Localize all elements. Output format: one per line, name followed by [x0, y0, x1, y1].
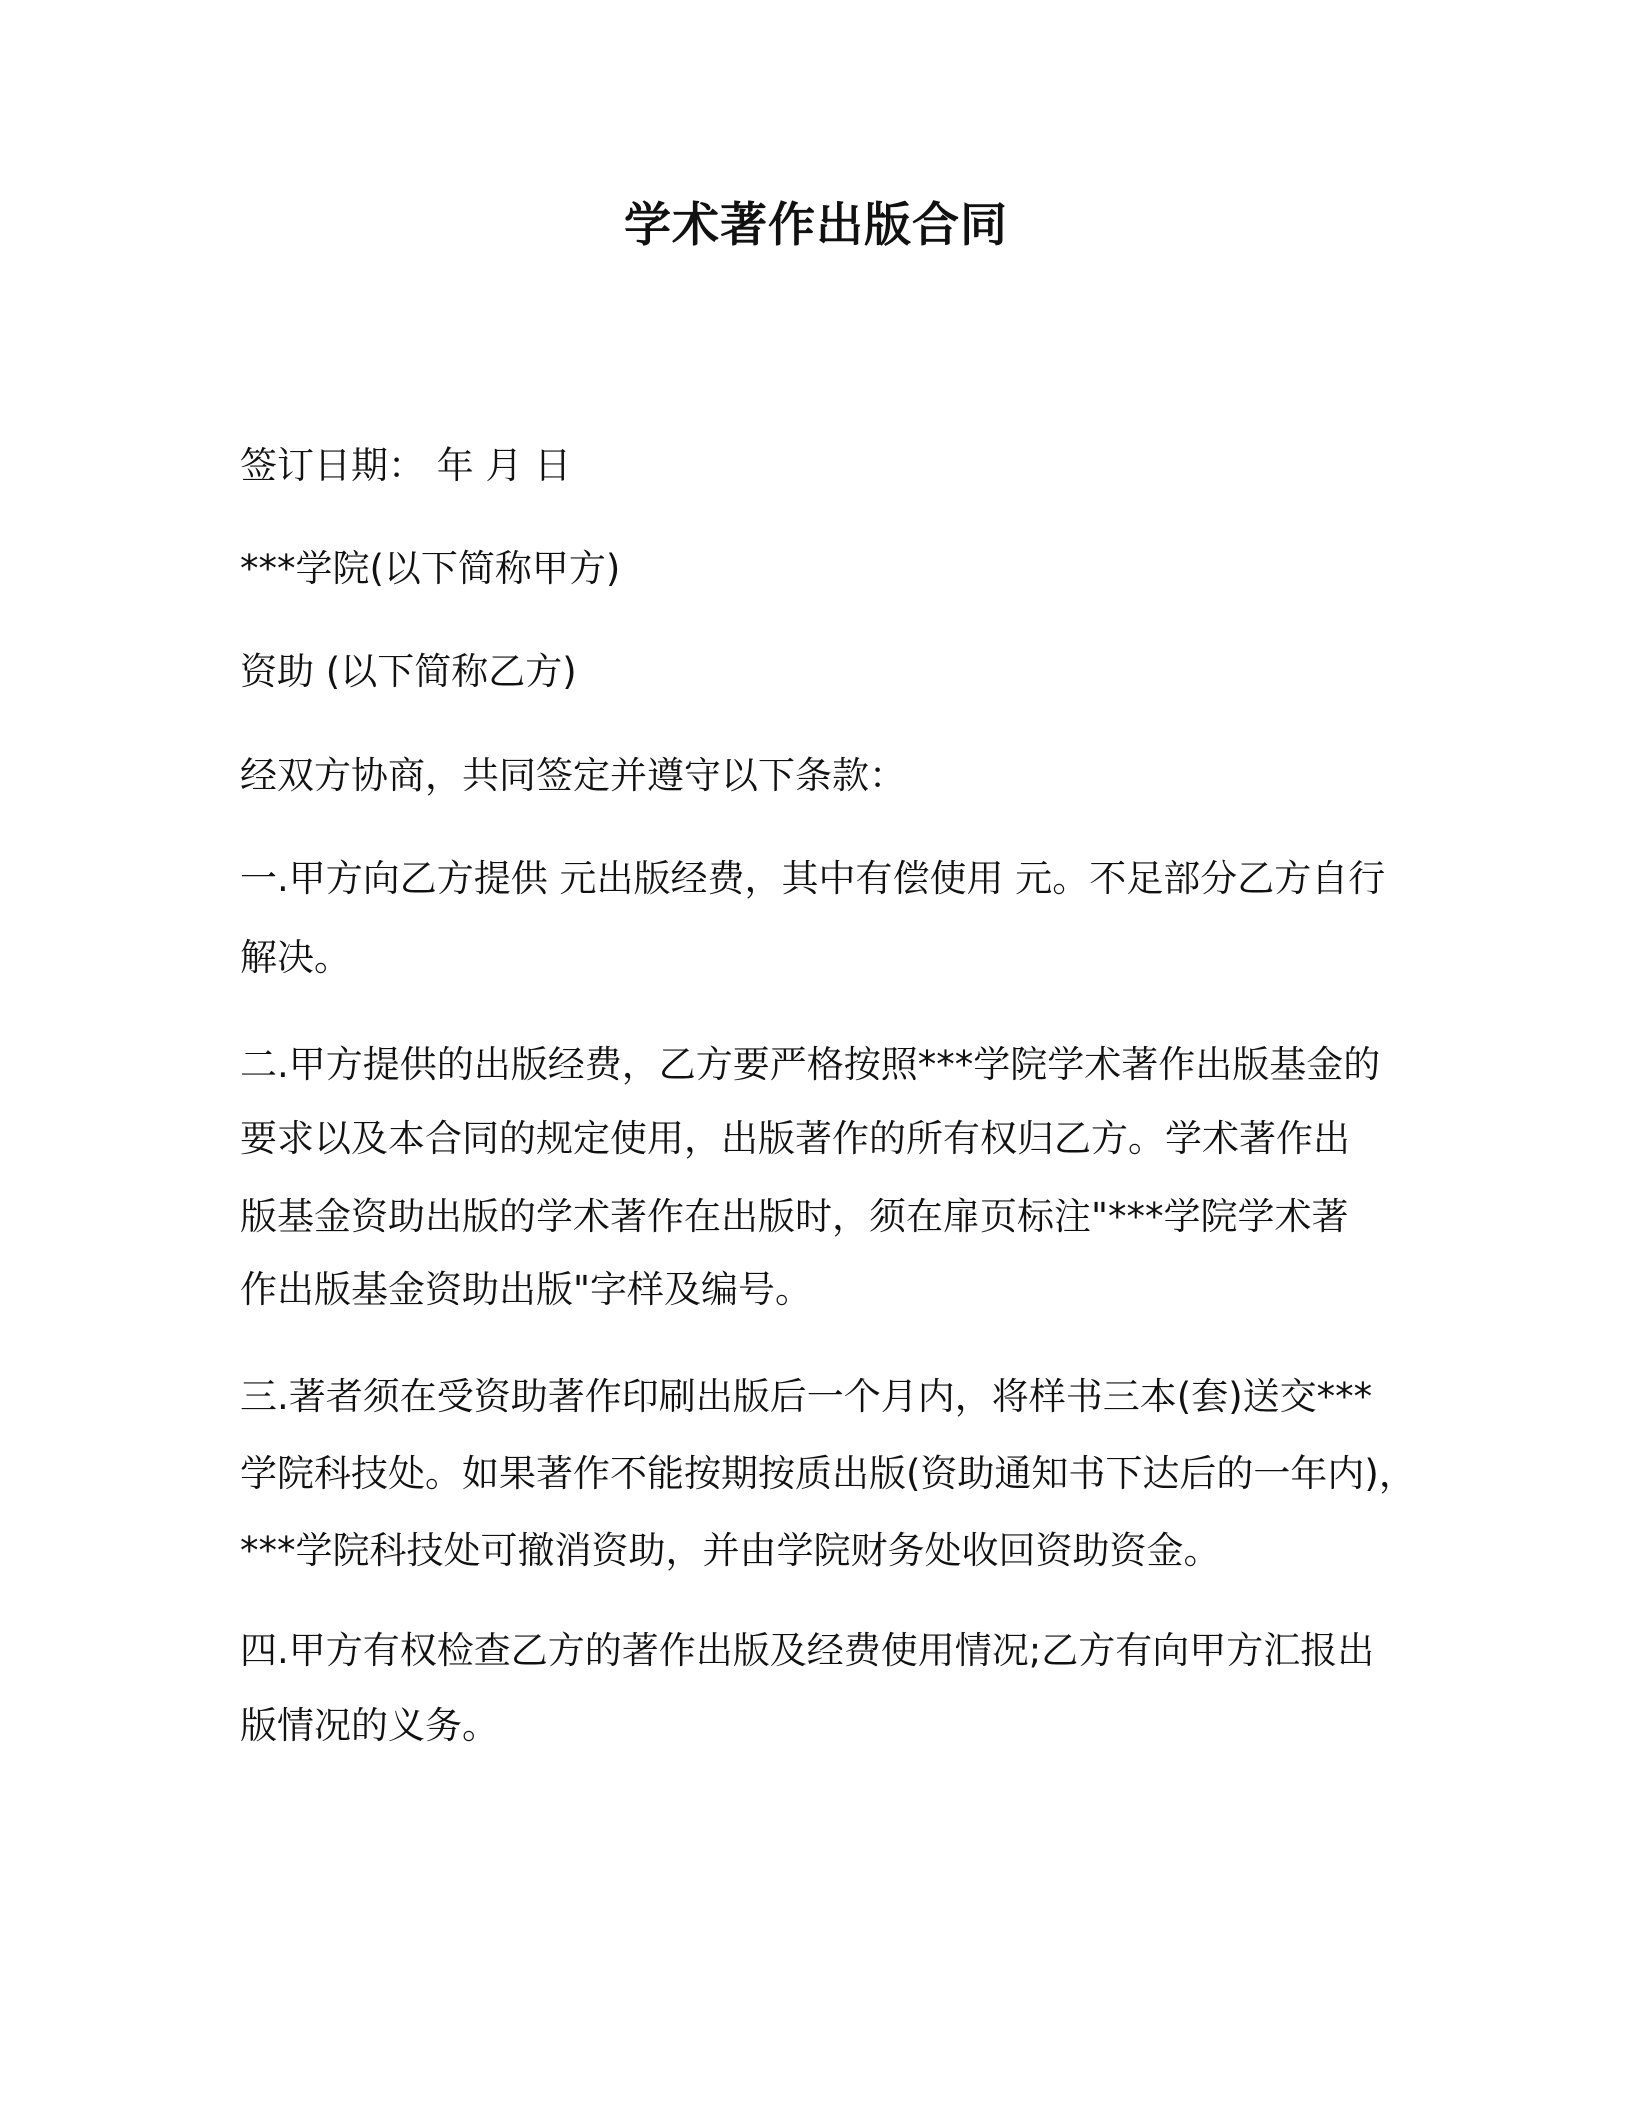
intro-line: 经双方协商，共同签定并遵守以下条款：	[240, 754, 906, 797]
clause-3-line-1: 三.著者须在受资助著作印刷出版后一个月内，将样书三本(套)送交***	[240, 1375, 1373, 1418]
party-a-line: ***学院(以下简称甲方)	[240, 547, 621, 590]
clause-3-line-3: ***学院科技处可撤消资助，并由学院财务处收回资助资金。	[240, 1529, 1221, 1572]
clause-2-line-3: 版基金资助出版的学术著作在出版时，须在扉页标注"***学院学术著	[240, 1195, 1349, 1238]
clause-2-line-4: 作出版基金资助出版"字样及编号。	[240, 1268, 813, 1311]
document-title: 学术著作出版合同	[624, 198, 1008, 253]
clause-1-line-2: 解决。	[240, 936, 351, 979]
clause-3-line-2: 学院科技处。如果著作不能按期按质出版(资助通知书下达后的一年内)，	[240, 1452, 1416, 1495]
clause-2-line-1: 二.甲方提供的出版经费，乙方要严格按照***学院学术著作出版基金的	[240, 1043, 1381, 1086]
clause-4-line-2: 版情况的义务。	[240, 1704, 499, 1747]
clause-2-line-2: 要求以及本合同的规定使用，出版著作的所有权归乙方。学术著作出	[240, 1117, 1350, 1160]
clause-1-line-1: 一.甲方向乙方提供 元出版经费，其中有偿使用 元。不足部分乙方自行	[240, 857, 1386, 900]
party-b-line: 资助 (以下简称乙方)	[240, 650, 577, 693]
clause-4-line-1: 四.甲方有权检查乙方的著作出版及经费使用情况;乙方有向甲方汇报出	[240, 1629, 1375, 1672]
sign-date-line: 签订日期： 年 月 日	[240, 444, 572, 487]
